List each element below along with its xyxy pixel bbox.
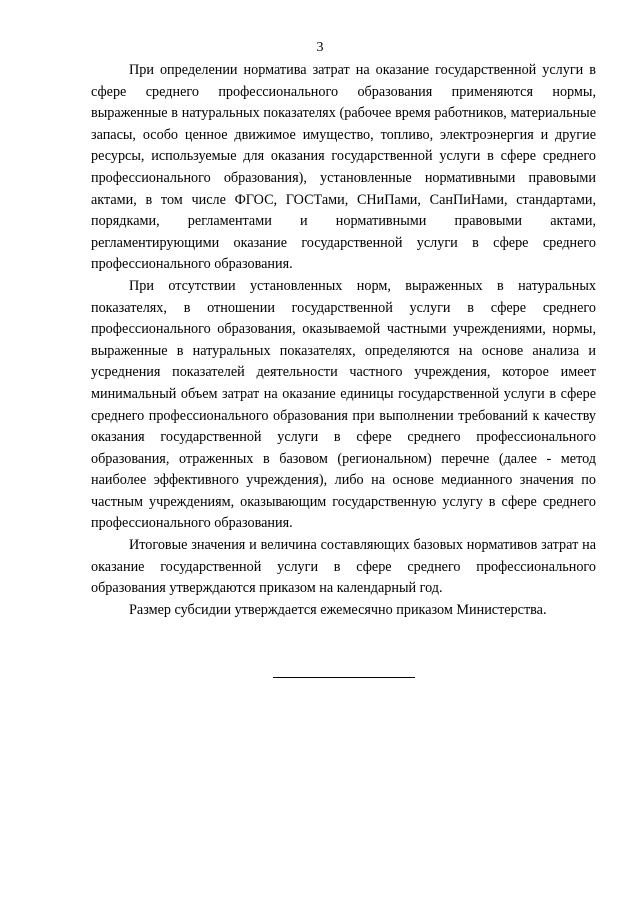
paragraph-final-values: Итоговые значения и величина составляющих базовых нормативов затрат на оказание государственной услуги в сфере среднего профессионального образования утверждаются приказом на календарный год. bbox=[91, 537, 596, 597]
paragraph-norms-definition: При определении норматива затрат на оказание государственной услуги в сфере среднего профессионального образования применяются нормы, выраженные в натуральных показателях (рабочее время работников, материальные запасы, особо ценное движимое имущество, топливо, электроэнергия и другие ресурсы, используемые для оказания государственной услуги в сфере среднего профессионального образования), установленные нормативными правовыми актами, в том числе ФГОС, ГОСТами, СНиПами, СанПиНами, стандартами, порядками, регламентами и нормативными правовыми актами, регламентирующими оказание государственной услуги в сфере среднего профессионального образования. bbox=[91, 62, 596, 273]
paragraph-absent-norms: При отсутствии установленных норм, выраженных в натуральных показателях, в отношении государственной услуги в сфере среднего профессионального образования, оказываемой частными учреждениями, нормы, выраженные в натуральных показателях, определяются на основе анализа и усреднения показателей деятельности частного учреждения, которое имеет минимальный объем затрат на оказание единицы государственной услуги в сфере среднего профессионального образования при выполнении требований к качеству оказания государственной услуги в сфере среднего профессионального образования, отраженных в базовом (региональном) перечне (далее - метод наиболее эффективного учреждения), либо на основе медианного значения по частным учреждениям, оказывающим государственную услугу в сфере среднего профессионального образования. bbox=[91, 277, 596, 532]
paragraph-subsidy-amount: Размер субсидии утверждается ежемесячно приказом Министерства. bbox=[129, 601, 547, 618]
end-separator-line bbox=[273, 677, 415, 678]
page-number: 3 bbox=[316, 40, 324, 55]
document-body bbox=[91, 60, 596, 621]
